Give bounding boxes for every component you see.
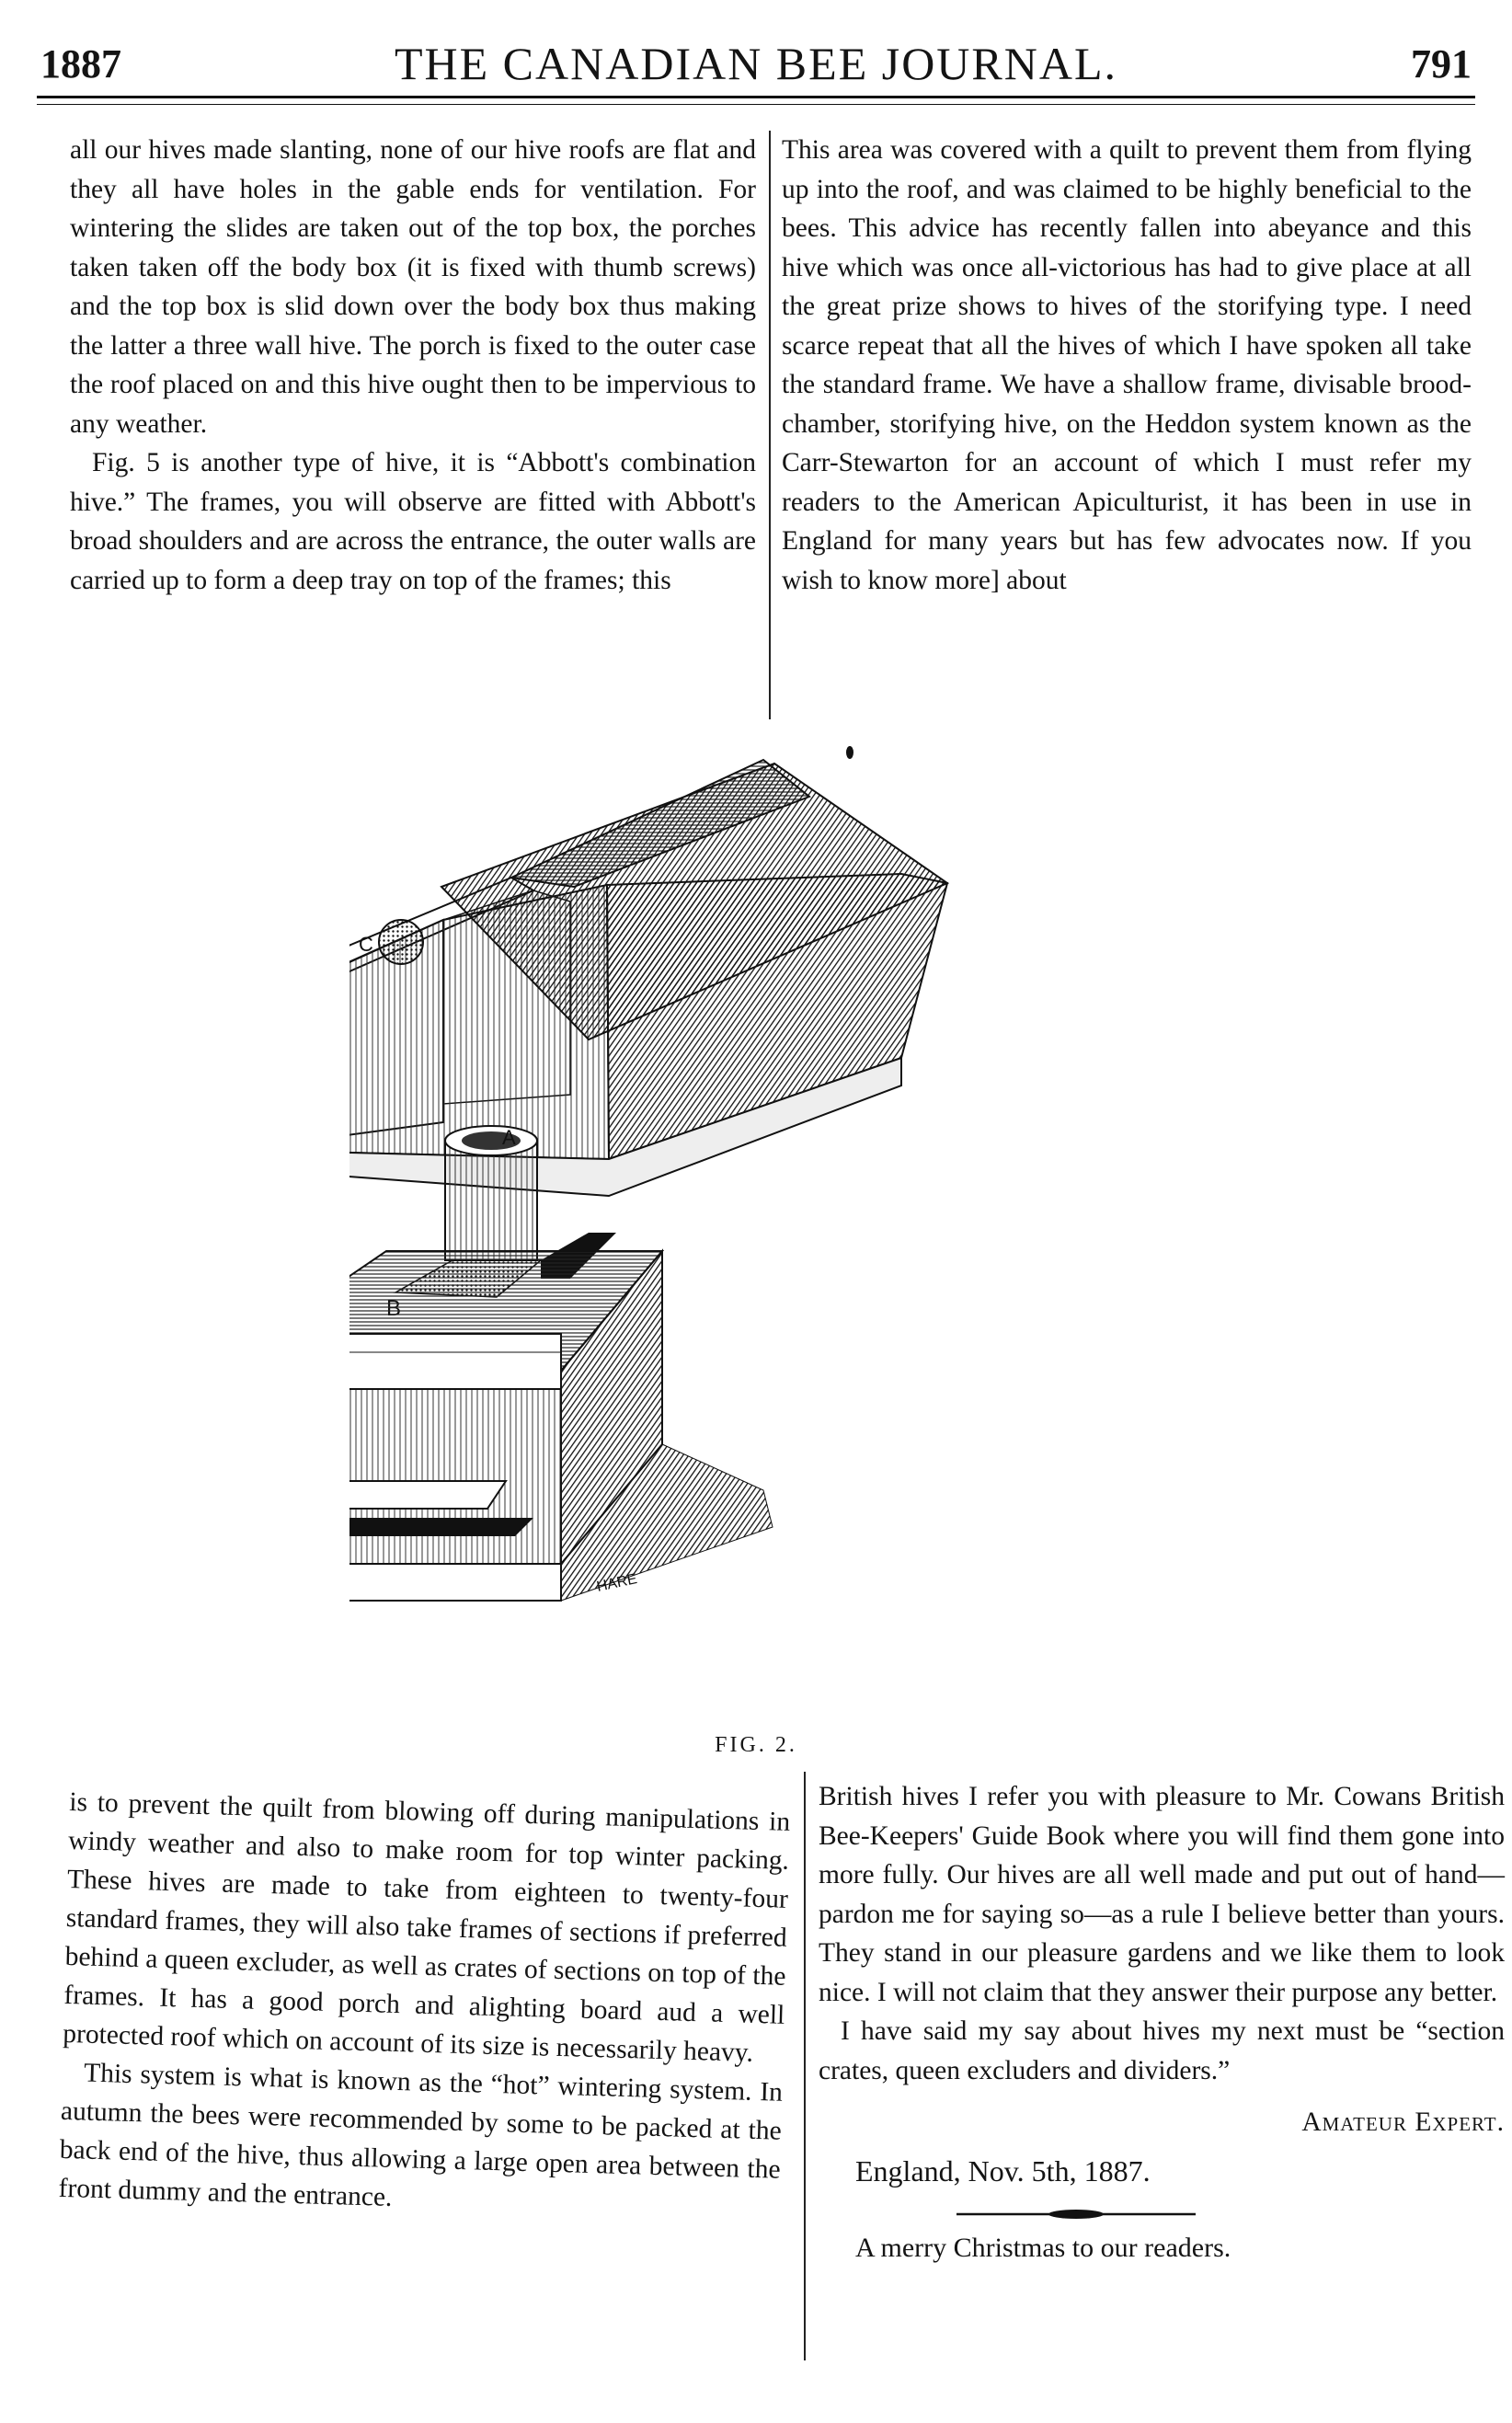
running-header: [40, 37, 1472, 92]
header-rule: [37, 96, 1475, 105]
paragraph: Fig. 5 is another type of hive, it is “Abbott's combination hive.” The frames, you will observe are fitted with Abbott's broad shoulders and are across the entrance, the outer walls are carried up to form a deep tray on top of the frames; this: [70, 448, 756, 595]
closing-note: A merry Christmas to our readers.: [855, 2233, 1231, 2263]
column-top-left: [70, 131, 756, 600]
paragraph: This system is what is known as the “hot” wintering system. In autumn the bees were recommended by some to be packed at the back end of the hive, thus allowing a large open area between the front dummy and the entrance.: [58, 2058, 784, 2212]
column-divider: [769, 131, 771, 719]
label-c: C: [359, 933, 373, 956]
column-bottom-right: [819, 1777, 1505, 2268]
paragraph: I have said my say about hives my next must be “section crates, queen excluders and dividers.”: [819, 2016, 1505, 2085]
roof: [349, 760, 947, 1196]
figure-caption: FIG. 2.: [715, 1733, 797, 1757]
column-bottom-left: [58, 1783, 791, 2228]
header-year: 1887: [40, 41, 121, 86]
label-a: A: [502, 1126, 516, 1149]
column-top-right: [782, 131, 1472, 600]
journal-title: THE CANADIAN BEE JOURNAL.: [394, 38, 1118, 89]
paragraph: This area was covered with a quilt to prevent them from flying up into the roof, and was claimed to be highly beneficial to the bees. This advice has recently fallen into abeyance and this hive which was once all-victorious has had to give place at all the great prize shows to hives of the storifying type. I need scarce repeat that all the hives of which I have spoken all take the standard frame. We have a shallow frame, divisable brood-chamber, storifying hive, on the Heddon system known as the Carr-Stewarton for an account of which I must refer my readers to the American Apiculturist, it has been in use in England for many years but has few advocates now. If you wish to know more] about: [782, 135, 1472, 595]
engraver-signature: HARE: [595, 1571, 639, 1595]
page-number: 791: [1411, 41, 1472, 86]
ornament-rule: [956, 2207, 1196, 2222]
paragraph: is to prevent the quilt from blowing off during manipulations in windy weather and also to make room for top winter packing. These hives are made to take from eighteen to twenty-four standard frames, they will also take frames of sections if preferred behind a queen excluder, as well as crates of sections on top of the frames. It has a good porch and alighting board aud a well protected roof which on account of its size is necessarily heavy.: [62, 1786, 791, 2068]
dateline: England, Nov. 5th, 1887.: [855, 2153, 1151, 2188]
paragraph: British hives I refer you with pleasure to Mr. Cowans British Bee-Keepers' Guide Book where you will find them gone into more fully. Our hives are all well made and put out of hand—pardon me for saying so—as a rule I believe better than yours. They stand in our pleasure gardens and we like them to look nice. I will not claim that they answer their purpose any better.: [819, 1782, 1505, 2007]
paragraph: all our hives made slanting, none of our hive roofs are flat and they all have holes in the gable ends for ventilation. For wintering the slides are taken out of the top box, the porches taken taken off the body box (it is fixed with thumb screws) and the top box is slid down over the body box thus making the latter a three wall hive. The porch is fixed to the outer case the roof placed on and this hive ought then to be impervious to any weather.: [70, 135, 756, 439]
hive-engraving: [349, 736, 1159, 1711]
author-signature: Amateur Expert.: [1301, 2107, 1505, 2137]
hive-body: [349, 1251, 773, 1601]
column-divider: [804, 1772, 806, 2360]
